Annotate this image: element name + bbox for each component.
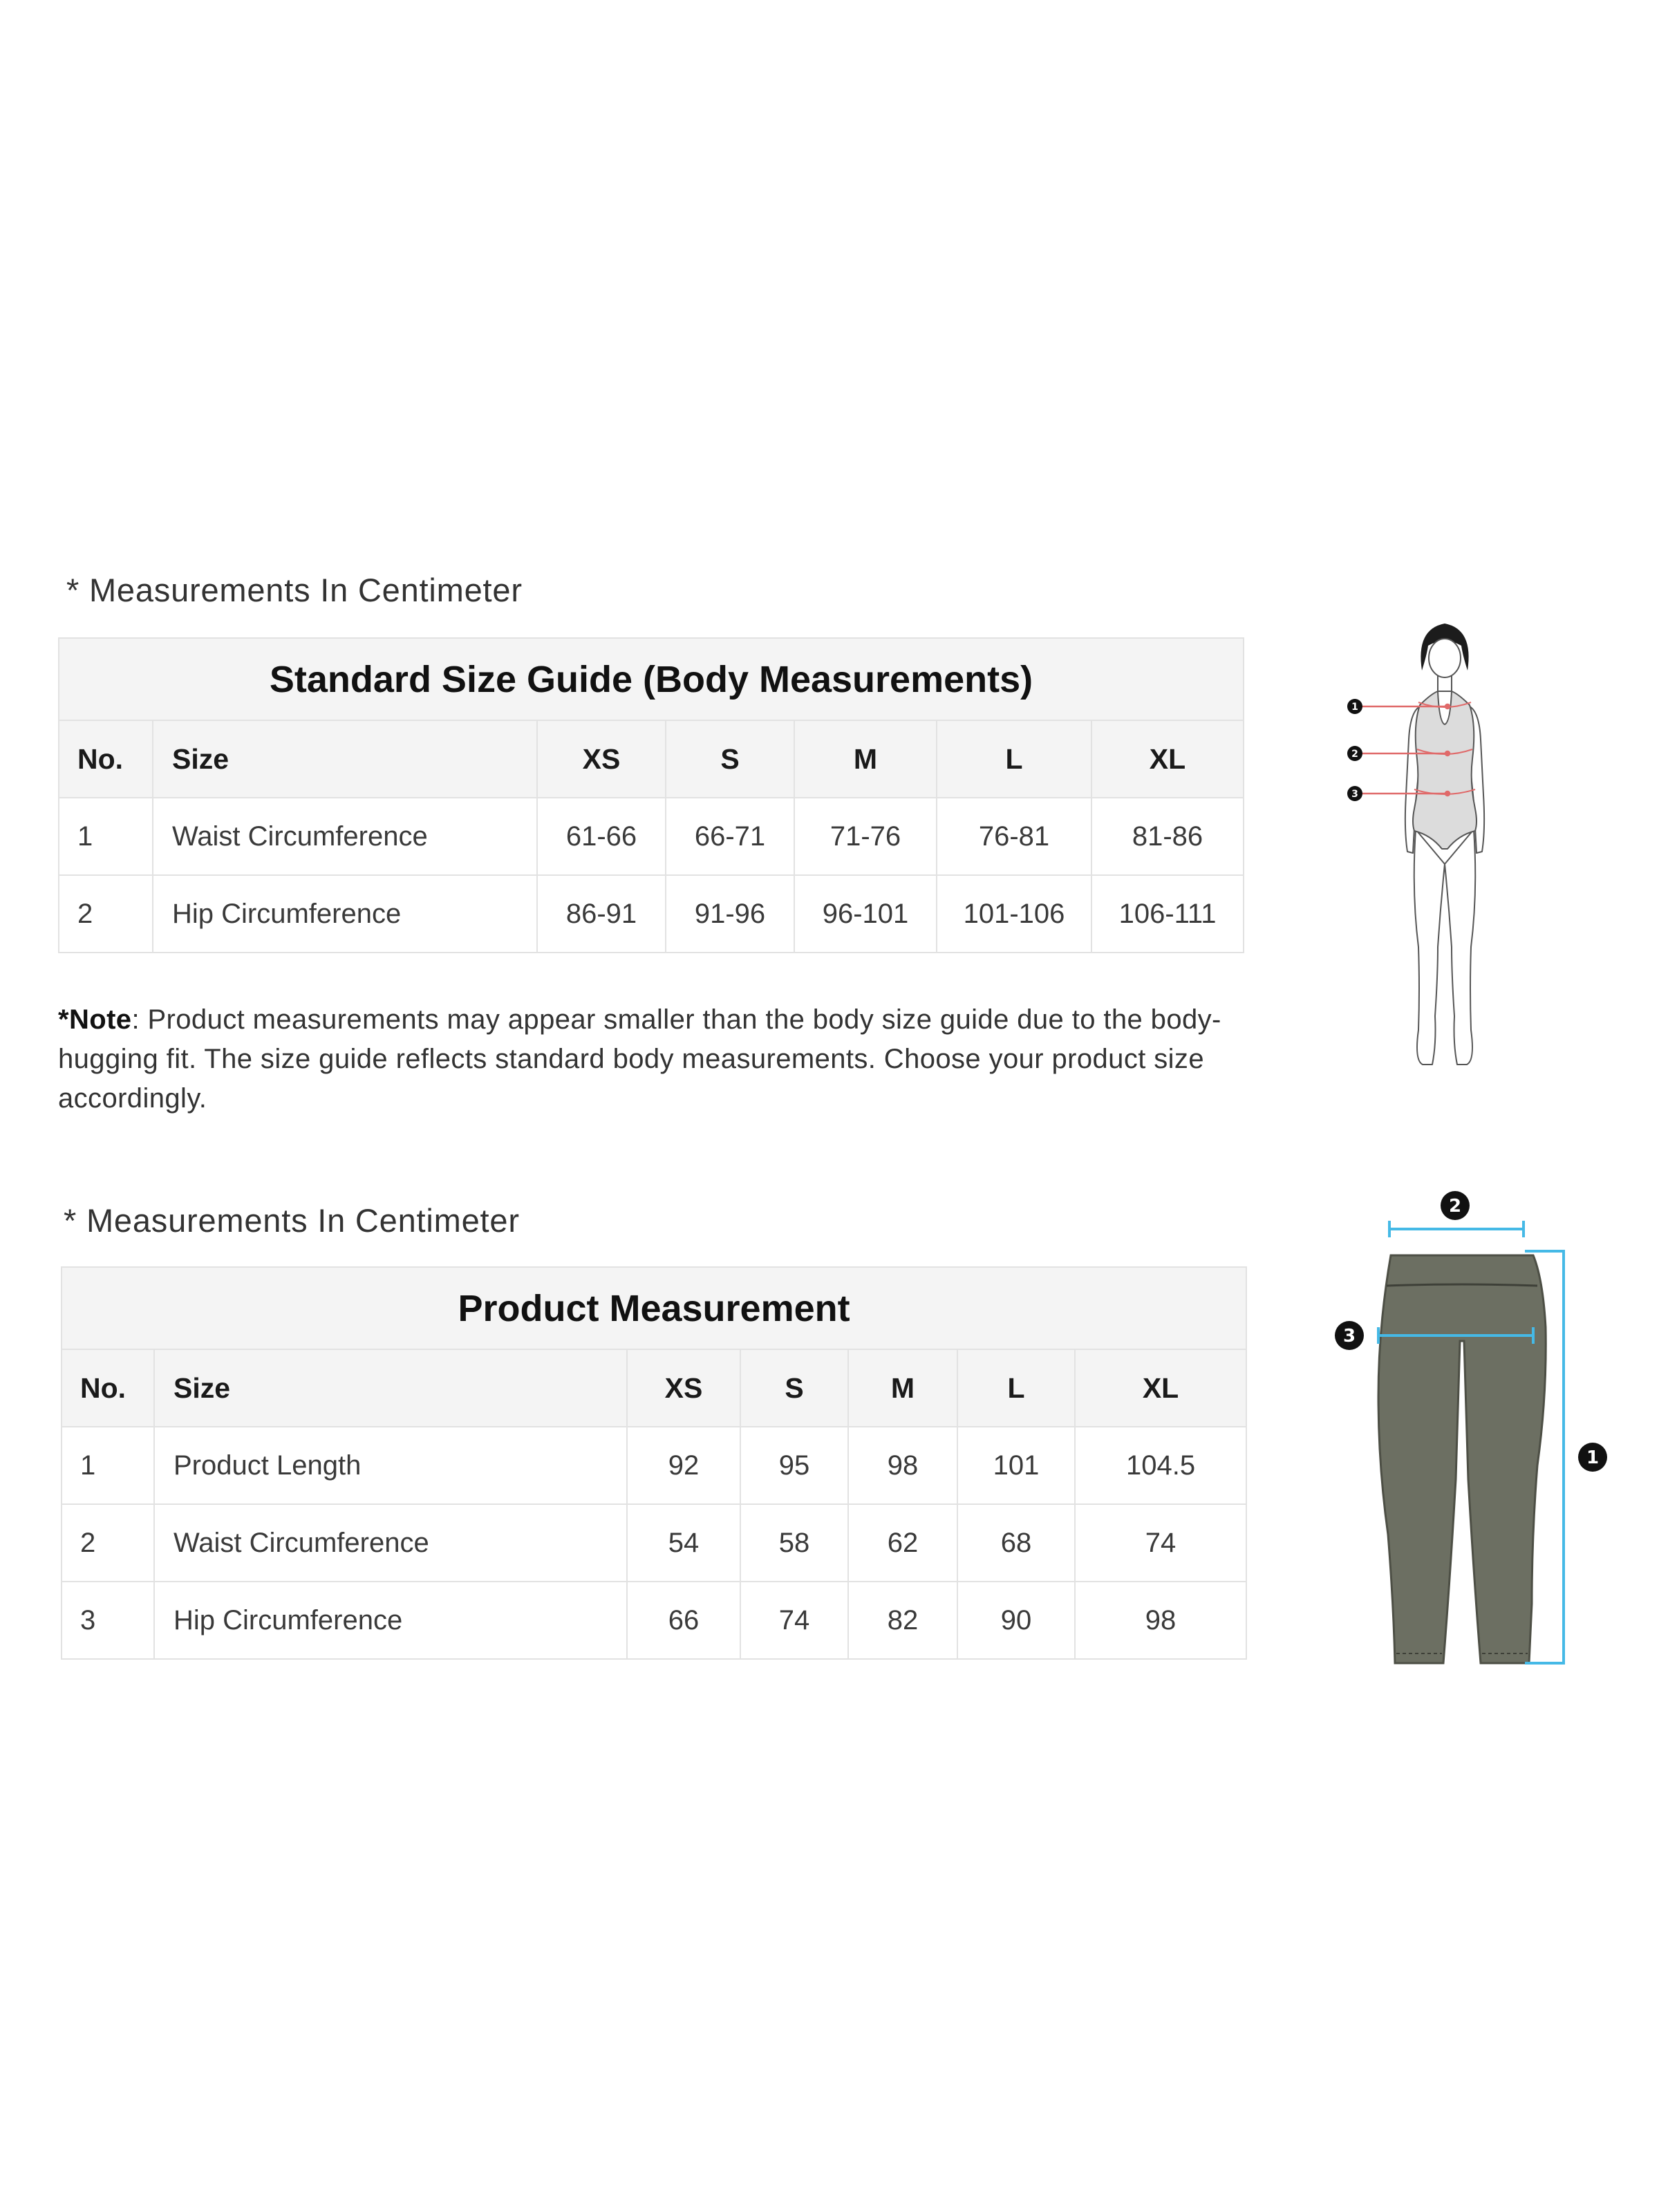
- product-table-title: Product Measurement: [62, 1267, 1246, 1349]
- row-label: Waist Circumference: [153, 798, 537, 875]
- table-row: [62, 1504, 1246, 1582]
- row-number: 1: [59, 798, 153, 875]
- body-measurement-figure: [1334, 601, 1521, 1085]
- col-header-m: M: [848, 1349, 957, 1427]
- row-label: Waist Circumference: [154, 1504, 627, 1582]
- cell-xs: 54: [627, 1504, 740, 1582]
- body-table-title: Standard Size Guide (Body Measurements): [59, 638, 1244, 720]
- cell-xl: 106-111: [1091, 875, 1244, 953]
- col-header-no: No.: [62, 1349, 154, 1427]
- row-number: 1: [62, 1427, 154, 1504]
- col-header-l: L: [937, 720, 1091, 798]
- cell-xl: 104.5: [1075, 1427, 1246, 1504]
- cell-m: 82: [848, 1582, 957, 1659]
- cell-l: 76-81: [937, 798, 1091, 875]
- table-row: [62, 1427, 1246, 1504]
- col-header-size: Size: [154, 1349, 627, 1427]
- body-marker-1: 1: [1351, 702, 1358, 713]
- cell-m: 71-76: [794, 798, 937, 875]
- col-header-m: M: [794, 720, 937, 798]
- product-size-table: [61, 1266, 1247, 1660]
- body-marker-2: 2: [1351, 749, 1358, 760]
- fit-note: [58, 1000, 1247, 1118]
- cell-xl: 98: [1075, 1582, 1246, 1659]
- cell-m: 96-101: [794, 875, 937, 953]
- cell-s: 58: [740, 1504, 848, 1582]
- body-unit-note: * Measurements In Centimeter: [66, 572, 523, 608]
- col-header-no: No.: [59, 720, 153, 798]
- body-size-table: [58, 637, 1244, 953]
- col-header-size: Size: [153, 720, 537, 798]
- col-header-xl: XL: [1075, 1349, 1246, 1427]
- cell-l: 68: [957, 1504, 1075, 1582]
- row-number: 2: [62, 1504, 154, 1582]
- col-header-xl: XL: [1091, 720, 1244, 798]
- col-header-s: S: [740, 1349, 848, 1427]
- row-label: Hip Circumference: [153, 875, 537, 953]
- table-row: [59, 798, 1244, 875]
- cell-m: 98: [848, 1427, 957, 1504]
- col-header-xs: XS: [627, 1349, 740, 1427]
- cell-l: 90: [957, 1582, 1075, 1659]
- row-number: 3: [62, 1582, 154, 1659]
- leggings-marker-1: 1: [1586, 1447, 1600, 1468]
- cell-s: 91-96: [666, 875, 794, 953]
- body-table-header: [59, 720, 1244, 798]
- cell-m: 62: [848, 1504, 957, 1582]
- col-header-xs: XS: [537, 720, 666, 798]
- product-table-header: [62, 1349, 1246, 1427]
- cell-l: 101-106: [937, 875, 1091, 953]
- row-label: Product Length: [154, 1427, 627, 1504]
- leggings-marker-2: 2: [1448, 1196, 1462, 1217]
- row-number: 2: [59, 875, 153, 953]
- cell-xs: 86-91: [537, 875, 666, 953]
- col-header-l: L: [957, 1349, 1075, 1427]
- cell-xs: 92: [627, 1427, 740, 1504]
- table-row: [59, 875, 1244, 953]
- table-row: [62, 1582, 1246, 1659]
- cell-xl: 81-86: [1091, 798, 1244, 875]
- col-header-s: S: [666, 720, 794, 798]
- cell-s: 66-71: [666, 798, 794, 875]
- cell-xl: 74: [1075, 1504, 1246, 1582]
- cell-s: 95: [740, 1427, 848, 1504]
- leggings-garment: [1378, 1255, 1546, 1663]
- cell-l: 101: [957, 1427, 1075, 1504]
- row-label: Hip Circumference: [154, 1582, 627, 1659]
- fit-note-label: *Note: [58, 1004, 132, 1035]
- cell-xs: 66: [627, 1582, 740, 1659]
- product-unit-note: * Measurements In Centimeter: [64, 1202, 520, 1239]
- cell-s: 74: [740, 1582, 848, 1659]
- leggings-measurement-figure: [1327, 1189, 1631, 1687]
- fit-note-text: : Product measurements may appear smaller than the body size guide due to the body-hugging fit. The size guide reflects standard body measurements. Choose your product size accordingly.: [58, 1004, 1221, 1114]
- body-marker-3: 3: [1351, 789, 1358, 800]
- cell-xs: 61-66: [537, 798, 666, 875]
- leggings-marker-3: 3: [1342, 1326, 1356, 1347]
